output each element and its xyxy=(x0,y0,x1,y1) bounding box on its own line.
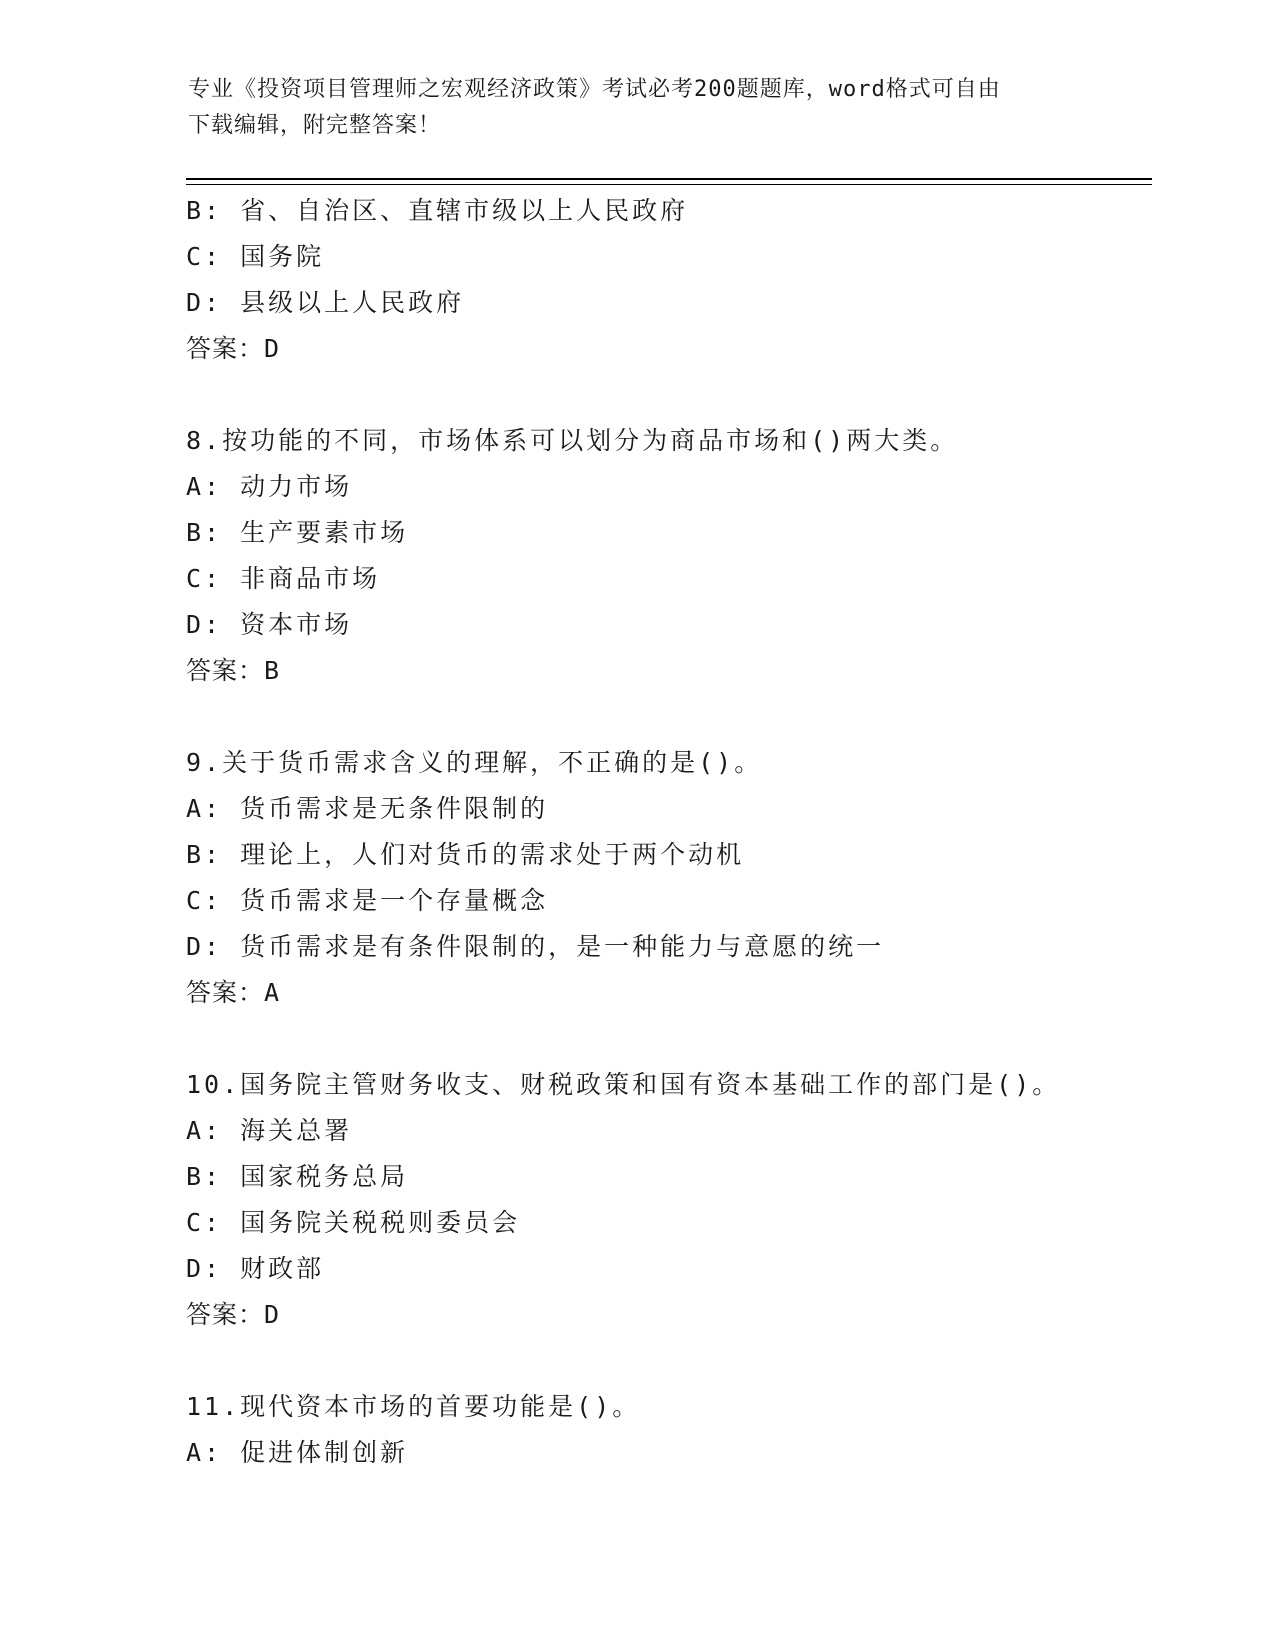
option-text: 财政部 xyxy=(240,1254,325,1283)
option-text: 非商品市场 xyxy=(240,564,381,593)
option-c xyxy=(186,556,1166,602)
question-stem: 8.按功能的不同，市场体系可以划分为商品市场和()两大类。 xyxy=(186,426,959,455)
option-text: 促进体制创新 xyxy=(240,1438,409,1467)
option-text: 货币需求是一个存量概念 xyxy=(240,886,549,915)
answer-line xyxy=(186,648,1166,694)
option-text: 货币需求是有条件限制的，是一种能力与意愿的统一 xyxy=(240,932,885,961)
option-c xyxy=(186,878,1166,924)
option-b xyxy=(186,188,1166,234)
header-line-1: 专业《投资项目管理师之宏观经济政策》考试必考200题题库，word格式可自由 xyxy=(188,77,1001,102)
option-letter: B: xyxy=(186,196,223,225)
option-text: 理论上，人们对货币的需求处于两个动机 xyxy=(240,840,745,869)
option-d xyxy=(186,602,1166,648)
option-letter: C: xyxy=(186,886,223,915)
answer-label: 答案： xyxy=(186,656,265,685)
option-text: 生产要素市场 xyxy=(240,518,409,547)
answer-value: A xyxy=(264,978,281,1007)
option-a xyxy=(186,1108,1166,1154)
option-letter: B: xyxy=(186,518,223,547)
option-letter: A: xyxy=(186,1116,223,1145)
answer-line xyxy=(186,326,1166,372)
option-b xyxy=(186,510,1166,556)
answer-label: 答案： xyxy=(186,978,265,1007)
question-list xyxy=(186,188,1166,1476)
option-letter: C: xyxy=(186,564,223,593)
question-stem: 11.现代资本市场的首要功能是()。 xyxy=(186,1392,641,1421)
option-c xyxy=(186,234,1166,280)
option-letter: C: xyxy=(186,242,223,271)
option-b xyxy=(186,832,1166,878)
answer-label: 答案： xyxy=(186,334,265,363)
document-header xyxy=(188,72,1068,144)
option-text: 国务院 xyxy=(240,242,325,271)
option-b xyxy=(186,1154,1166,1200)
option-letter: A: xyxy=(186,472,223,501)
option-d xyxy=(186,280,1166,326)
header-rule-thin xyxy=(186,184,1152,185)
header-rule-thick xyxy=(186,178,1152,180)
option-letter: A: xyxy=(186,1438,223,1467)
option-letter: B: xyxy=(186,840,223,869)
option-letter: B: xyxy=(186,1162,223,1191)
answer-label: 答案： xyxy=(186,1300,265,1329)
option-letter: A: xyxy=(186,794,223,823)
option-letter: D: xyxy=(186,1254,223,1283)
answer-value: D xyxy=(264,334,281,363)
option-letter: C: xyxy=(186,1208,223,1237)
option-text: 省、自治区、直辖市级以上人民政府 xyxy=(240,196,689,225)
answer-line xyxy=(186,1292,1166,1338)
option-a xyxy=(186,1430,1166,1476)
option-letter: D: xyxy=(186,610,223,639)
header-line-2: 下载编辑，附完整答案！ xyxy=(188,113,442,138)
answer-line xyxy=(186,970,1166,1016)
answer-value: D xyxy=(264,1300,281,1329)
option-text: 国务院关税税则委员会 xyxy=(240,1208,521,1237)
option-text: 资本市场 xyxy=(240,610,353,639)
option-text: 海关总署 xyxy=(240,1116,353,1145)
option-text: 动力市场 xyxy=(240,472,353,501)
option-text: 国家税务总局 xyxy=(240,1162,409,1191)
option-letter: D: xyxy=(186,288,223,317)
option-text: 县级以上人民政府 xyxy=(240,288,465,317)
question-stem: 9.关于货币需求含义的理解，不正确的是()。 xyxy=(186,748,763,777)
answer-value: B xyxy=(264,656,281,685)
option-d xyxy=(186,1246,1166,1292)
option-a xyxy=(186,786,1166,832)
option-text: 货币需求是无条件限制的 xyxy=(240,794,549,823)
question-stem: 10.国务院主管财务收支、财税政策和国有资本基础工作的部门是()。 xyxy=(186,1070,1061,1099)
option-d xyxy=(186,924,1166,970)
option-a xyxy=(186,464,1166,510)
option-c xyxy=(186,1200,1166,1246)
option-letter: D: xyxy=(186,932,223,961)
